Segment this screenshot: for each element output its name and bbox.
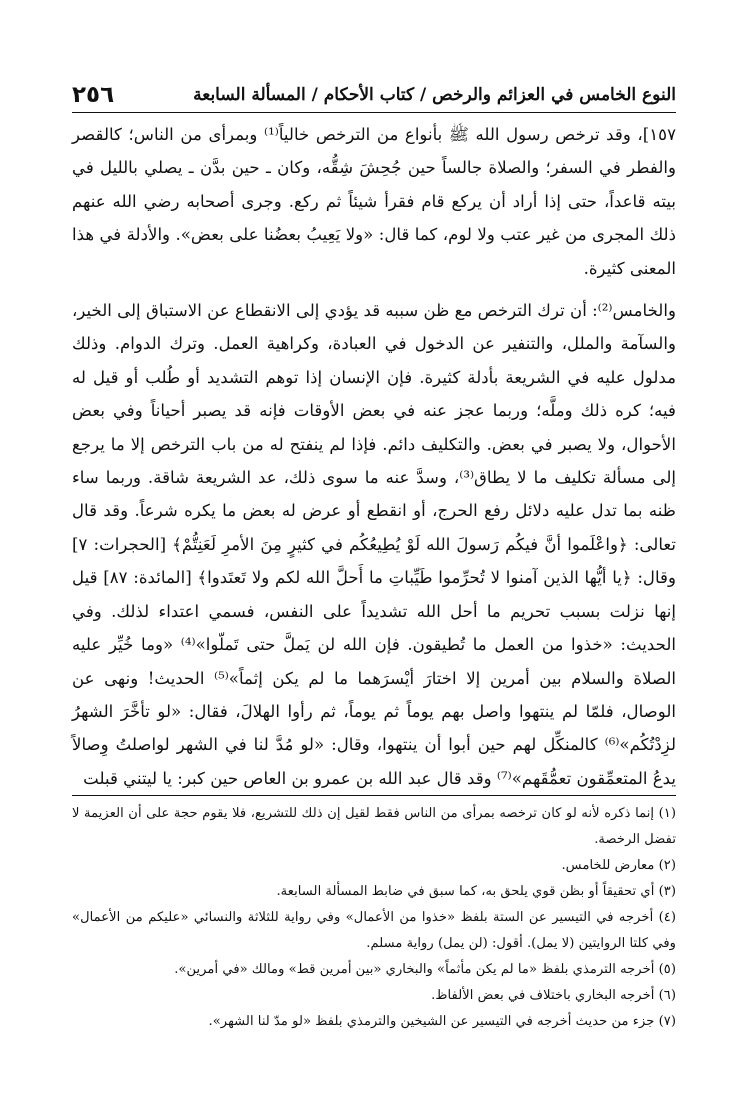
footnote: (٤) أخرجه في التيسير عن الستة بلفظ «خذوا من الأعمال» وفي رواية للثلاثة والنسائي «عليكم من الأعمال» وفي كلتا الروايتين (لا يمل). أقول: (لن يمل) رواية مسلم. [72, 910, 676, 951]
page-header [72, 80, 676, 110]
footnote-divider [72, 795, 676, 796]
footnote: (٦) أخرجه البخاري باختلاف في بعض الألفاظ. [431, 988, 676, 1003]
footnotes-list [72, 801, 676, 1035]
paragraph: ١٥٧]، وقد ترخص رسول الله ﷺ بأنواع من الترخص خالياً⁽¹⁾ وبمرأى من الناس؛ كالقصر والفطر في السفر؛ والصلاة جالساً حين جُحِشَ شِقُّه، وكان ـ حين بدَّن ـ يصلي بالليل في بيته قاعداً، حتى إذا أراد أن يركع قام فقرأ شيئاً ثم ركع. وجرى أصحابه رضي الله عنهم ذلك المجرى من غير عتب ولا لوم، كما قال: «ولا يَعِيبُ بعضُنا على بعض». والأدلة في هذا المعنى كثيرة. [72, 125, 676, 278]
footnote: (٥) أخرجه الترمذي بلفظ «ما لم يكن مأثماً» والبخاري «بين أمرين قط» ومالك «في أمرين». [174, 962, 676, 977]
paragraph: والخامس⁽²⁾: أن ترك الترخص مع ظن سببه قد يؤدي إلى الانقطاع عن الاستباق إلى الخير، والسآمة والملل، والتنفير عن الدخول في العبادة، وكراهية العمل. وترك الدوام. وذلك مدلول عليه في الشريعة بأدلة كثيرة. فإن الإنسان إذا توهم التشديد أو طُلب أو قيل له فيه؛ كره ذلك وملَّه؛ وربما عجز عنه في بعض الأوقات فإنه قد يصبر أحياناً وفي بعض الأحوال، ولا يصبر في بعض. والتكليف دائم. فإذا لم ينفتح له من باب الترخص إلا ما يرجع إلى مسألة تكليف ما لا يطاق⁽³⁾، وسدَّ عنه ما سوى ذلك، عد الشريعة شاقة. وربما ساء ظنه بما تدل عليه دلائل رفع الحرج، أو انقطع أو عرض له بعض ما يكره شرعاً. وقد قال تعالى: ﴿واعْلَموا أنَّ فيكُم رَسولَ الله لَوْ يُطِيعُكُم في كثيرٍ مِنَ الأمرِ لَعَنِتُّمْ﴾ [الحجرات: ٧] وقال: ﴿يا أيُّها الذين آمنوا لا تُحرِّموا طَيِّباتِ ما أَحلَّ الله لكم ولا تَعتَدوا﴾ [المائدة: ٨٧] قيل إنها نزلت بسبب تحريم ما أحل الله تشديداً على النفس، فسمي اعتداء لذلك. وفي الحديث: «خذوا من العمل ما تُطيقون. فإن الله لن يَملَّ حتى تَملّوا»⁽⁴⁾ «وما خُيِّر عليه الصلاة والسلام بين أمرين إلا اختارَ أيْسرَهما ما لم يكن إثماً»⁽⁵⁾ الحديث! ونهى عن الوصال، فلمّا لم ينتهوا واصل بهم يوماً ثم يوماً، ثم رأوا الهلالَ، فقال: «لو تأخَّرَ الشهرُ لزِدْتُكُم»⁽⁶⁾ كالمنكِّل لهم حين أبوا أن ينتهوا، وقال: «لو مُدَّ لنا في الشهر لواصلتُ وِصالاً يدعُ المتعمِّقون تعمُّقَهم»⁽⁷⁾ وقد قال عبد الله بن عمرو بن العاص حين كبر: يا ليتني قبلت [72, 301, 676, 788]
footnote: (٢) معارض للخامس. [561, 858, 676, 873]
main-text [72, 118, 676, 795]
header-divider [72, 112, 676, 113]
running-title: النوع الخامس في العزائم والرخص / كتاب الأحكام / المسألة السابعة [193, 85, 676, 105]
footnote: (٣) أي تحقيقاً أو بظن قوي يلحق به، كما سبق في ضابط المسألة السابعة. [276, 884, 676, 899]
footnote: (١) إنما ذكره لأنه لو كان ترخصه بمرأى من الناس فقط لقيل إن ذلك للتشريع، فلا يقوم حجة على أن العزيمة لا تفضل الرخصة. [72, 806, 676, 847]
page-number: ٢٥٦ [72, 82, 115, 108]
footnote: (٧) جزء من حديث أخرجه في التيسير عن الشيخين والترمذي بلفظ «لو مدّ لنا الشهر». [208, 1014, 676, 1029]
